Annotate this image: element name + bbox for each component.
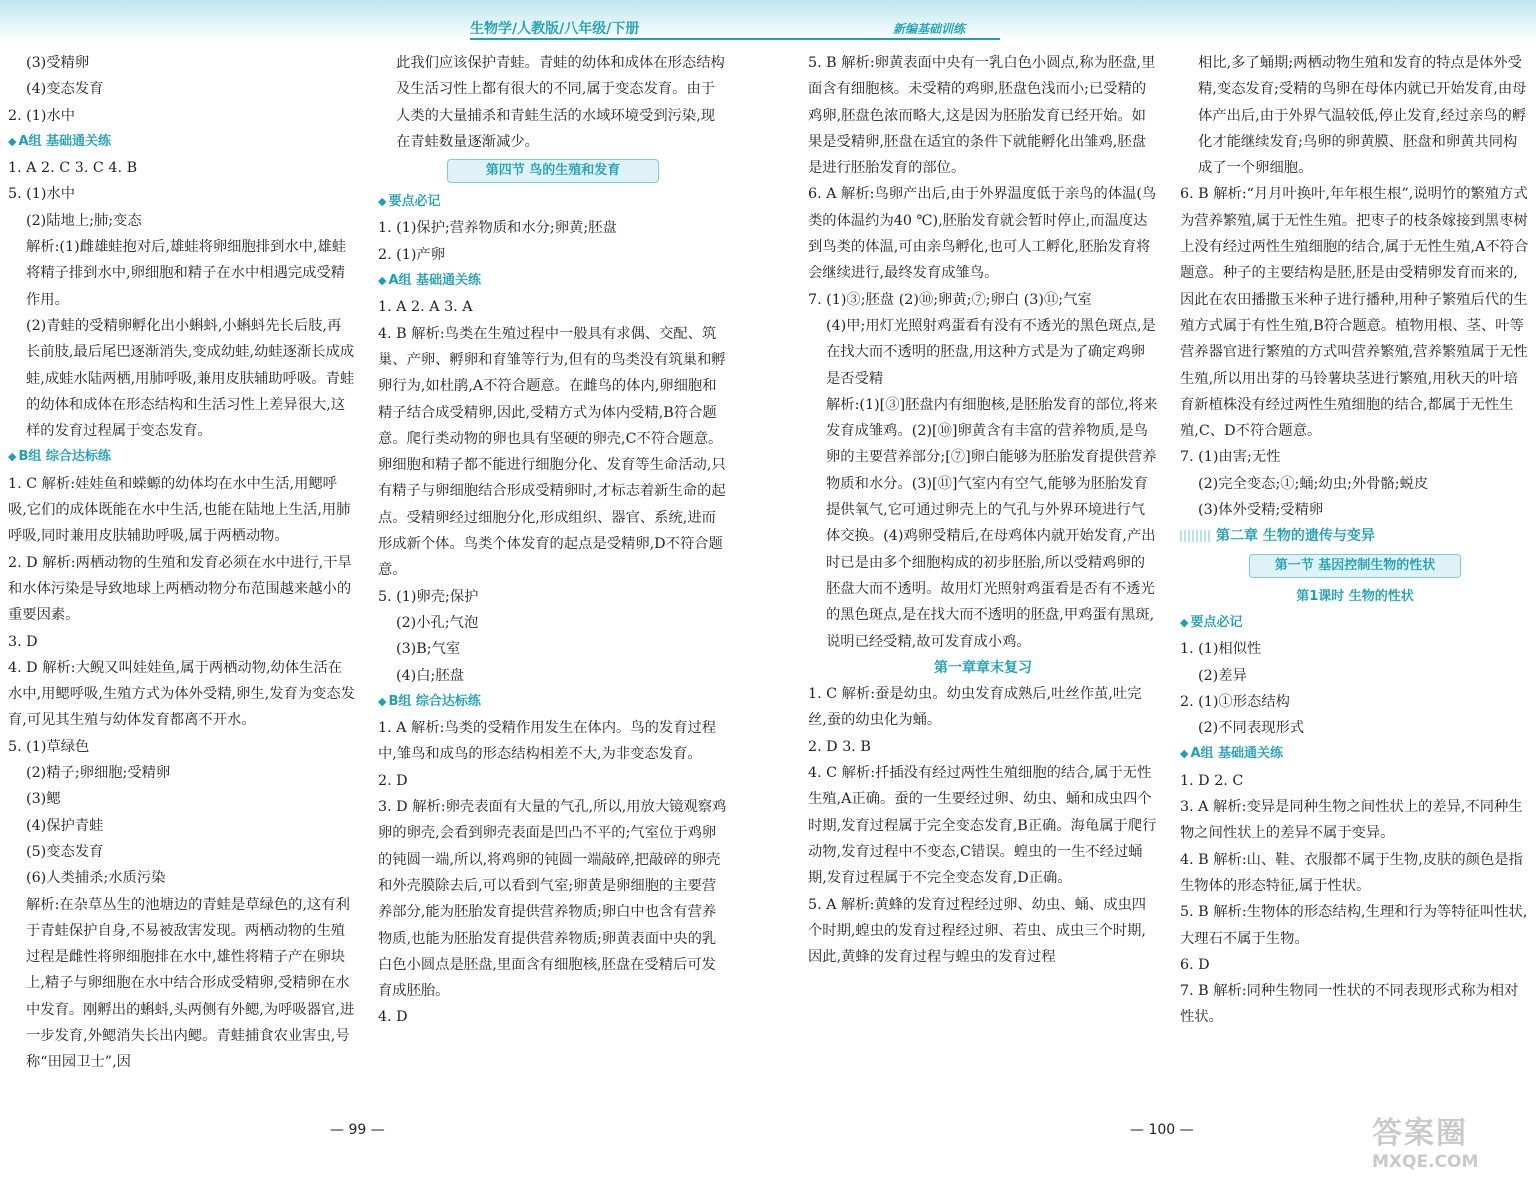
answer-line: (3)B;气室	[396, 641, 461, 658]
lesson-title: 第1课时 生物的性状	[1296, 588, 1414, 604]
header-brand: 新编基础训练	[893, 22, 966, 36]
answer-line: 6. B 解析:“月月叶换叶,年年根生根”,说明竹的繁殖方式为营养繁殖,属于无性生殖。把枣子的枝条嫁接到黑枣树上没有经过两性生殖细胞的结合,属于无性生殖,A不符合题意。种子的主要结构是胚,胚是由受精卵发育而来的,因此在农田播撒玉米种子进行播种,用种子繁殖后代的生殖方式属于有性生殖,B符合题意。植物用根、茎、叶等营养器官进行繁殖的方式叫营养繁殖,营养繁殖属于无性生殖,所以用出芽的马铃薯块茎进行繁殖,用秋天的叶培育新植株没有经过两性生殖细胞的结合,都属于无性生殖,C、D不符合题意。	[1180, 186, 1529, 440]
answer-line: (3)鳃	[26, 791, 61, 808]
answer-line: 2. D	[378, 772, 408, 789]
diamond-icon: ◆	[8, 450, 17, 464]
answer-line: 解析:在杂草丛生的池塘边的青蛙是草绿色的,这有利于青蛙保护自身,不易被敌害发现。两栖动物的生殖过程是雌性将卵细胞排在水中,雄性将精子产在卵块上,精子与卵细胞在水中结合形成受精卵,受精卵在水中发育。刚孵出的蝌蚪,头两侧有外鳃,为呼吸器官,进一步发育,外鳃消失长出内鳃。青蛙捕食农业害虫,号称“田园卫士”,因	[26, 896, 355, 1071]
section-heading-label: B组 综合达标练	[388, 693, 481, 709]
answer-line: 1. (1)保护;营养物质和水分;卵黄;胚盘	[378, 220, 617, 237]
answer-line: 6. D	[1180, 956, 1210, 973]
chapter-bars-icon	[1180, 530, 1210, 542]
page-header	[0, 0, 1536, 40]
answer-line: (3)体外受精;受精卵	[1198, 502, 1324, 519]
section-banner: 第四节 鸟的生殖和发育	[447, 159, 659, 183]
answer-line: 4. D 解析:大鲵又叫娃娃鱼,属于两栖动物,幼体生活在水中,用鳃呼吸,生殖方式为体外受精,卵生,发育为变态发育,可见其生殖与幼体发育都离不开水。	[8, 659, 356, 729]
answer-line: 2. (1)①形态结构	[1180, 693, 1290, 710]
answer-line: 解析:(1)[③]胚盘内有细胞核,是胚胎发育的部位,将来发育成雏鸡。(2)[⑩]卵黄含有丰富的营养物质,是鸟卵的主要营养部分;[⑦]卵白能够为胚胎发育提供营养物质和水分。(3)[⑪]气室内有空气,能够为胚胎发育提供氧气,它可通过卵壳上的气孔与外界环境进行气体交换。(4)鸡卵受精后,在母鸡体内就开始发育,产出时已是由多个细胞构成的初步胚胎,所以受精鸡卵的胚盘大而不透明。故用灯光照射鸡蛋看是否有不透光的黑色斑点,是在找大而不透明的胚盘,甲鸡蛋有黑斑,说明已经受精,故可发育成小鸡。	[826, 396, 1158, 650]
answer-line: (2)完全变态;①;蛹;幼虫;外骨骼;蜕皮	[1198, 475, 1429, 492]
answer-line: (2)小孔;气泡	[396, 614, 479, 631]
answer-line: 7. B 解析:同种生物同一性状的不同表现形式称为相对性状。	[1180, 983, 1519, 1026]
answer-line: 7. (1)③;胚盘 (2)⑩;卵黄;⑦;卵白 (3)⑪;气室	[808, 291, 1092, 308]
answer-line: (2)差异	[1198, 667, 1247, 684]
answer-line: 此我们应该保护青蛙。青蛙的幼体和成体在形态结构及生活习性上都有很大的不同,属于变态发育。由于人类的大量捕杀和青蛙生活的水域环境受到污染,现在青蛙数量逐渐减少。	[396, 55, 725, 150]
section-heading	[378, 268, 728, 294]
answer-line: 2. D 解析:两栖动物的生殖和发育必须在水中进行,干旱和水体污染是导致地球上两栖动物分布范围越来越小的重要因素。	[8, 554, 352, 624]
section-heading-label: A组 基础通关练	[388, 273, 482, 289]
header-rule	[470, 38, 1000, 40]
section-heading-label: 要点必记	[1190, 614, 1243, 630]
answer-line: (2)陆地上;肺;变态	[26, 212, 142, 229]
answer-line: 1. A 解析:鸟类的受精作用发生在体内。鸟的发育过程中,雏鸟和成鸟的形态结构相差不大,为非变态发育。	[378, 720, 717, 763]
answer-line: 6. A 解析:鸟卵产出后,由于外界温度低于亲鸟的体温(鸟类的体温约为40 ℃),胚胎发育就会暂时停止,而温度达到鸟类的体温,可由亲鸟孵化,也可人工孵化,胚胎发育将会继续进行,最终发育成雏鸟。	[808, 186, 1157, 282]
chapter-title	[1180, 523, 1530, 549]
answer-line: 5. (1)草绿色	[8, 738, 90, 755]
section-heading-label: A组 基础通关练	[18, 133, 112, 149]
answer-line: 相比,多了蛹期;两栖动物生殖和发育的特点是体外受精,变态发育;受精的鸟卵在母体内就已开始发育,由母体产出后,由于外界气温较低,停止发育,经过亲鸟的孵化才能继续发育;鸟卵的卵黄膜、胚盘和卵黄共同构成了一个卵细胞。	[1198, 55, 1527, 177]
diamond-icon: ◆	[378, 694, 387, 708]
section-banner: 第一节 基因控制生物的性状	[1249, 554, 1461, 578]
header-subject: 生物学/人教版/八年级/下册	[470, 21, 640, 37]
answer-line: (5)变态发育	[26, 843, 104, 860]
answer-line: (6)人类捕杀;水质污染	[26, 870, 166, 887]
column-4	[1180, 50, 1530, 1031]
answer-line: 5. A 解析:黄蜂的发育过程经过卵、幼虫、蛹、成虫四个时期,蝗虫的发育过程经过卵、若虫、成虫三个时期,因此,黄蜂的发育过程与蝗虫的发育过程	[808, 896, 1147, 966]
answer-line: 4. B 解析:鸟类在生殖过程中一般具有求偶、交配、筑巢、产卵、孵卵和育雏等行为,但有的鸟类没有筑巢和孵卵行为,如杜鹃,A不符合题意。在雌鸟的体内,卵细胞和精子结合成受精卵,因此,受精方式为体内受精,B符合题意。爬行类动物的卵也具有坚硬的卵壳,C不符合题意。卵细胞和精子都不能进行细胞分化、发育等生命活动,只有精子与卵细胞结合形成受精卵时,才标志着新生命的起点。受精卵经过细胞分化,形成组织、器官、系统,进而形成新个体。鸟类个体发育的起点是受精卵,D不符合题意。	[378, 325, 726, 579]
answer-line: 解析:(1)雌雄蛙抱对后,雄蛙将卵细胞排到水中,雄蛙将精子排到水中,卵细胞和精子在水中相遇完成受精作用。	[26, 239, 347, 308]
answer-line: 2. (1)产卵	[378, 246, 446, 263]
answer-line: (4)变态发育	[26, 81, 104, 98]
answer-line: (4)甲;用灯光照射鸡蛋看有没有不透光的黑色斑点,是在找大而不透明的胚盘,用这种方式是为了确定鸡卵是否受精	[826, 317, 1156, 387]
diamond-icon: ◆	[378, 274, 387, 288]
section-heading	[1180, 610, 1530, 636]
answer-line: 2. (1)水中	[8, 107, 76, 124]
section-heading	[378, 189, 728, 215]
answer-line: 1. C 解析:蚕是幼虫。幼虫发育成熟后,吐丝作茧,吐完丝,蚕的幼虫化为蛹。	[808, 686, 1142, 729]
diamond-icon: ◆	[8, 134, 17, 148]
diamond-icon: ◆	[1180, 615, 1189, 629]
section-heading-label: A组 基础通关练	[1190, 746, 1284, 762]
section-heading	[378, 689, 728, 715]
answer-line: 1. (1)相似性	[1180, 641, 1262, 658]
watermark	[1372, 1108, 1522, 1172]
column-1	[8, 50, 355, 1076]
answer-line: 1. A 2. A 3. A	[378, 299, 473, 316]
answer-line: (2)青蛙的受精卵孵化出小蝌蚪,小蝌蚪先长后肢,再长前肢,最后尾巴逐渐消失,变成幼蛙,幼蛙逐渐长成成蛙,成蛙水陆两栖,用肺呼吸,兼用皮肤辅助呼吸。青蛙的幼体和成体在形态结构和生活习性上差异很大,这样的发育过程属于变态发育。	[26, 317, 355, 440]
answer-line: (3)受精卵	[26, 55, 90, 71]
section-heading-label: 要点必记	[388, 194, 441, 210]
answer-line: (2)不同表现形式	[1198, 720, 1305, 737]
answer-line: 7. (1)由害;无性	[1180, 449, 1281, 466]
answer-line: (4)保护青蛙	[26, 817, 104, 834]
column-2	[378, 50, 728, 1031]
chapter-review-title: 第一章章末复习	[934, 659, 1032, 676]
diamond-icon: ◆	[378, 195, 387, 209]
page-number-left: — 99 —	[330, 1122, 385, 1138]
answer-line: 1. C 解析:娃娃鱼和蝾螈的幼体均在水中生活,用鳃呼吸,它们的成体既能在水中生活,也能在陆地上生活,用肺呼吸,同时兼用皮肤辅助呼吸,属于两栖动物。	[8, 475, 351, 545]
page-number-right: — 100 —	[1130, 1122, 1194, 1138]
answer-line: 3. D 解析:卵壳表面有大量的气孔,所以,用放大镜观察鸡卵的卵壳,会看到卵壳表面是凹凸不平的;气室位于鸡卵的钝圆一端,所以,将鸡卵的钝圆一端敲碎,把敲碎的卵壳和外壳膜除去后,可以看到气室;卵黄是卵细胞的主要营养部分,能为胚胎发育提供营养物质;卵白中也含有营养物质,也能为胚胎发育提供营养物质;卵黄表面中央的乳白色小圆点是胚盘,里面含有细胞核,胚盘在受精后可发育成胚胎。	[378, 799, 727, 1000]
section-heading-label: B组 综合达标练	[18, 449, 111, 465]
answer-line: 3. A 解析:变异是同种生物之间性状上的差异,不同种生物之间性状上的差异不属于变异。	[1180, 799, 1523, 842]
answer-line: 4. B 解析:山、鞋、衣服都不属于生物,皮肤的颜色是指生物体的形态特征,属于性状。	[1180, 851, 1523, 894]
watermark-logo-text: 答案圈	[1372, 1116, 1468, 1151]
section-heading	[8, 129, 355, 155]
answer-line: 5. (1)卵壳;保护	[378, 588, 479, 605]
answer-line: 1. A 2. C 3. C 4. B	[8, 160, 138, 177]
answer-line: 2. D 3. B	[808, 738, 871, 755]
answer-line: (4)白;胚盘	[396, 667, 464, 684]
section-heading	[1180, 741, 1530, 767]
chapter-title-label: 第二章 生物的遗传与变异	[1216, 528, 1375, 545]
answer-line: 4. D	[378, 1009, 408, 1026]
column-3	[808, 50, 1158, 970]
answer-line: 1. D 2. C	[1180, 772, 1244, 789]
answer-line: (2)精子;卵细胞;受精卵	[26, 765, 171, 782]
section-heading	[8, 444, 355, 470]
answer-line: 5. B 解析:生物体的形态结构,生理和行为等特征叫性状,大理石不属于生物。	[1180, 904, 1528, 947]
answer-line: 3. D	[8, 633, 38, 650]
answer-line: 4. C 解析:扦插没有经过两性生殖细胞的结合,属于无性生殖,A正确。蚕的一生要经过卵、幼虫、蛹和成虫四个时期,发育过程属于完全变态发育,B正确。海龟属于爬行动物,发育过程中不变态,C错误。蝗虫的一生不经过蛹期,发育过程属于不完全变态发育,D正确。	[808, 765, 1157, 887]
answer-line: 5. B 解析:卵黄表面中央有一乳白色小圆点,称为胚盘,里面含有细胞核。未受精的鸡卵,胚盘色浅而小;已受精的鸡卵,胚盘色浓而略大,这是因为胚胎发育已经开始。如果是受精卵,胚盘在适宜的条件下就能孵化出雏鸡,胚盘是进行胚胎发育的部位。	[808, 55, 1156, 177]
diamond-icon: ◆	[1180, 747, 1189, 761]
answer-line: 5. (1)水中	[8, 186, 76, 203]
watermark-url: MXQE.COM	[1372, 1152, 1479, 1172]
